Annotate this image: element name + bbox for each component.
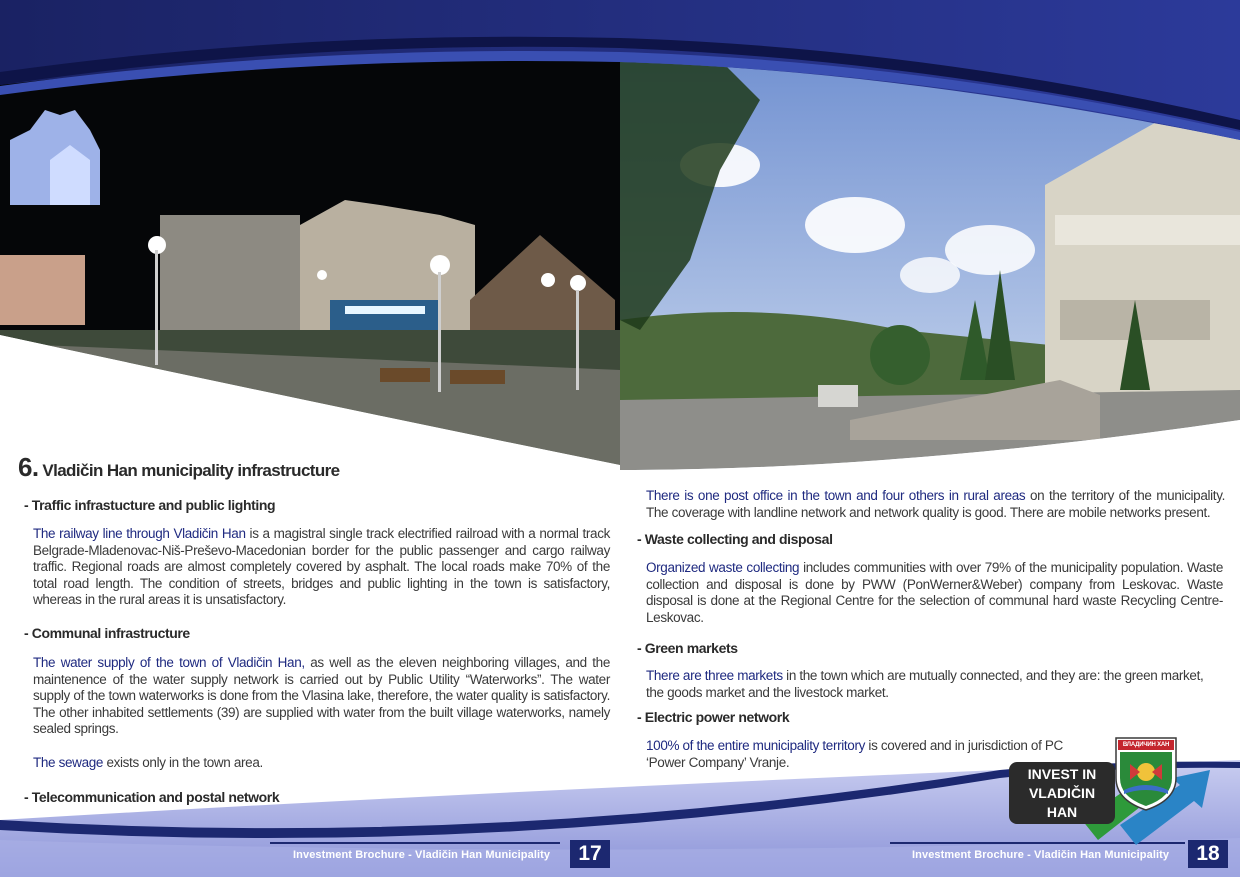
traffic-body: is a magistral single track electrified railroad with a normal track Belgrade-Mladenovac-Niš-Preševo-Macedonian border for the public passenger and cargo railway traffic. Regional roads are almost completely covered by asphalt. The local roads make 70% of the total road length. The condition of streets, bridges and public lighting in the town is satisfactory, whereas in the rural areas it is unsatisfactory. bbox=[33, 526, 610, 607]
invest-in-vladicin-han-logo bbox=[1009, 762, 1115, 824]
markets-paragraph bbox=[646, 668, 1223, 701]
waste-paragraph bbox=[646, 560, 1223, 626]
power-heading: - Electric power network bbox=[637, 709, 790, 725]
communal-heading: - Communal infrastructure bbox=[24, 625, 190, 641]
post-paragraph bbox=[646, 488, 1225, 521]
footer-right-text: Investment Brochure - Vladičin Han Municipality bbox=[912, 849, 1170, 861]
water-paragraph bbox=[33, 655, 610, 738]
sewage-paragraph bbox=[33, 755, 610, 772]
telecom-heading: - Telecommunication and postal network bbox=[24, 789, 280, 805]
markets-lead: There are three markets bbox=[646, 668, 783, 683]
page-number-left: 17 bbox=[570, 840, 610, 868]
markets-heading: - Green markets bbox=[637, 640, 738, 656]
sewage-body: exists only in the town area. bbox=[103, 755, 263, 770]
invest-line-1: INVEST IN bbox=[1027, 766, 1097, 782]
waste-body: includes communities with over 79% of the municipality population. Waste collection and disposal is done by PWW (PonWerner&Weber) company from Leskovac. Waste disposal is done at the Regional Centre for the selection of communal hard waste Recycling Centre-Leskovac. bbox=[646, 560, 1223, 625]
page-number-right: 18 bbox=[1188, 840, 1228, 868]
invest-line-2: VLADIČIN bbox=[1028, 785, 1096, 801]
waste-heading: - Waste collecting and disposal bbox=[637, 531, 833, 547]
traffic-paragraph bbox=[33, 526, 610, 609]
crest-banner-text: ВЛАДИЧИН ХАН bbox=[1122, 742, 1170, 748]
traffic-lead: The railway line through Vladičin Han bbox=[33, 526, 246, 541]
invest-line-3: HAN bbox=[1046, 804, 1078, 820]
footer-left-text: Investment Brochure - Vladičin Han Municipality bbox=[293, 849, 551, 861]
water-lead: The water supply of the town of Vladičin Han, bbox=[33, 655, 305, 670]
waste-lead: Organized waste collecting bbox=[646, 560, 800, 575]
section-heading bbox=[18, 452, 340, 483]
post-body: on the territory of the municipality. The coverage with landline network and network quality is good. There are mobile networks present. bbox=[646, 488, 1225, 520]
power-body: is covered and in jurisdiction of PC ‘Power Company’ Vranje. bbox=[646, 738, 1063, 770]
section-number: 6. bbox=[18, 452, 39, 482]
water-body: as well as the eleven neighboring villages, and the maintenence of the water supply network is carried out by Public Utility “Waterworks”. The water supply of the town waterworks is done from the Vlasina lake, therefore, the water quality is satisfactory. The other inhabited settlements (39) are supplied with water from the built village waterworks, namely sealed springs. bbox=[33, 655, 610, 736]
sewage-lead: The sewage bbox=[33, 755, 104, 770]
power-lead: 100% of the entire municipality territory bbox=[646, 738, 866, 753]
section-title: Vladičin Han municipality infrastructure bbox=[42, 461, 340, 480]
markets-body: in the town which are mutually connected, and they are: the green market, the goods market and the livestock market. bbox=[646, 668, 1204, 700]
post-lead: There is one post office in the town and four others in rural areas bbox=[646, 488, 1026, 503]
traffic-heading: - Traffic infrastucture and public lighting bbox=[24, 497, 276, 513]
